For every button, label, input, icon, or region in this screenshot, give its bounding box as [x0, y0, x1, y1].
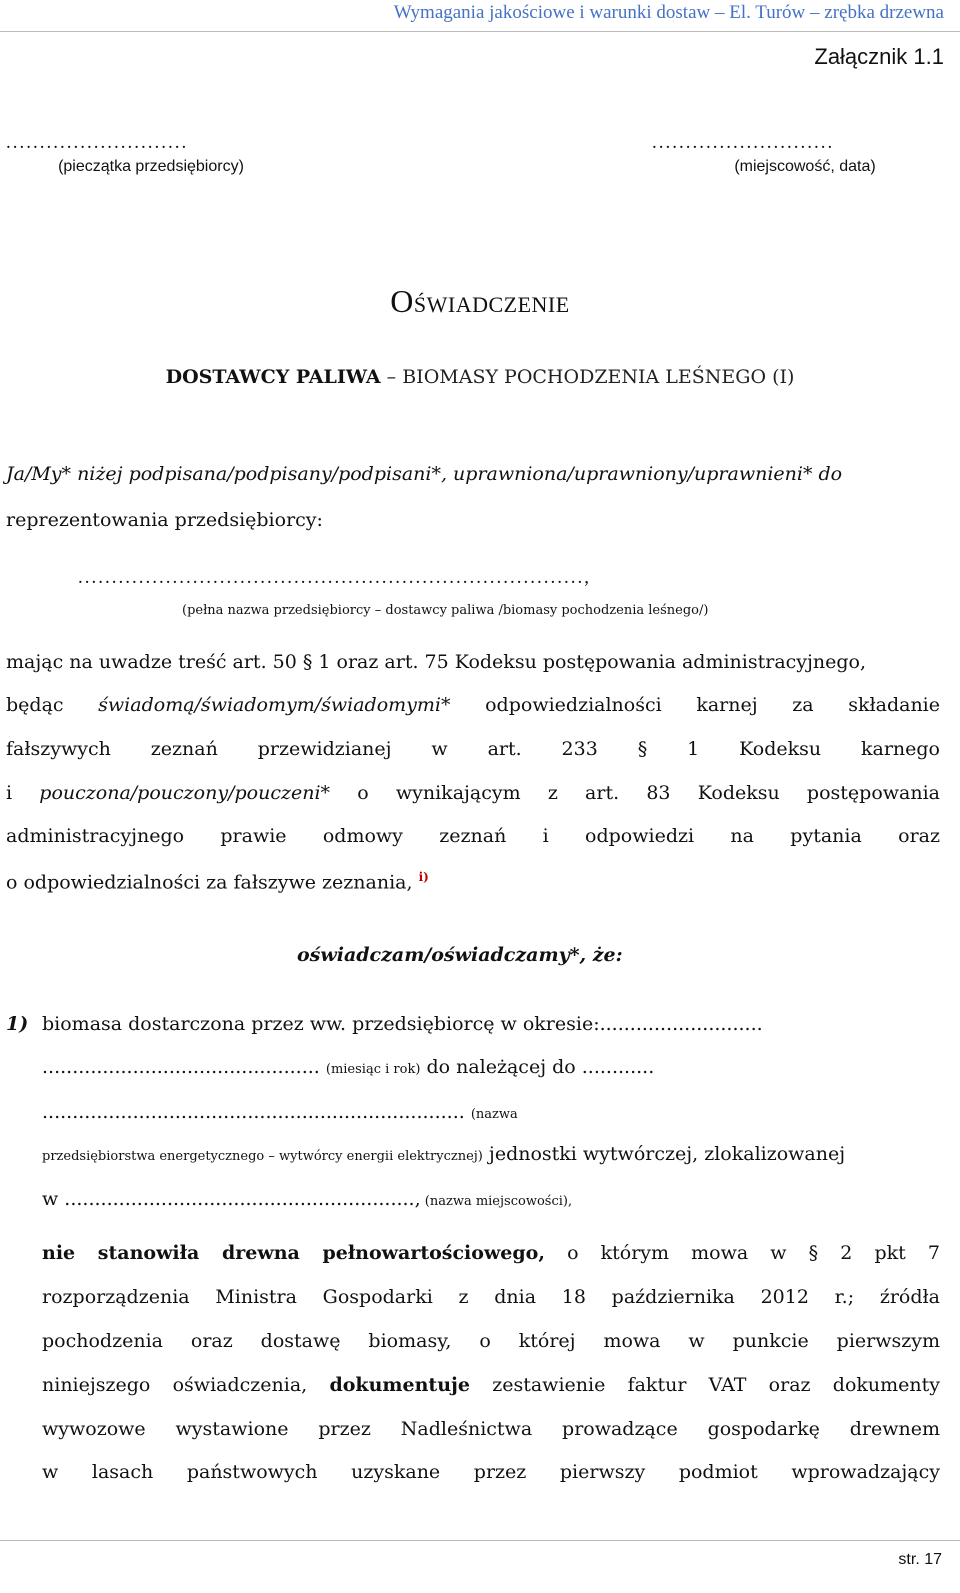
company-name-dots: ...................................................................... — [42, 1101, 465, 1123]
item1-line-1: biomasa dostarczona przez ww. przedsiębiorcę w okresie:........................... — [42, 1013, 763, 1035]
para-line-6 — [6, 870, 429, 893]
belongs-to-text: do należącej do ............ — [420, 1056, 655, 1078]
para-l4-c: o wynikającym z art. 83 Kodeksu postępowania — [330, 782, 940, 804]
footnote-marker: i) — [418, 870, 429, 884]
document-subtitle — [0, 366, 960, 388]
para-l4-a: i — [6, 782, 40, 804]
location-dots: w .........................................................., — [42, 1188, 421, 1210]
item1-p2-line-1 — [42, 1242, 940, 1264]
item1-p2-line-3: pochodzenia oraz dostawę biomasy, o której mowa w punkcie pierwszym — [42, 1330, 940, 1352]
para-line-4 — [6, 782, 940, 804]
attachment-label: Załącznik 1.1 — [814, 44, 944, 69]
company-caption: (pełna nazwa przedsiębiorcy – dostawcy paliwa /biomasy pochodzenia leśnego/) — [182, 603, 709, 618]
item1-line-3 — [42, 1101, 518, 1123]
p2-l4-c: zestawienie faktur VAT oraz dokumenty — [469, 1374, 941, 1396]
item1-p2-line-6: w lasach państwowych uzyskane przez pierwszy podmiot wprowadzający — [42, 1461, 940, 1483]
company-dots: ..........................................................................., — [78, 567, 591, 588]
para-line-1: mając na uwadze treść art. 50 § 1 oraz art. 75 Kodeksu postępowania administracyjnego, — [6, 651, 867, 673]
stamp-dots: ........................... — [6, 132, 189, 153]
place-date-dots: ........................... — [652, 132, 835, 153]
declaration-heading: oświadczam/oświadczamy*, że: — [297, 944, 623, 966]
item1-line-4 — [42, 1143, 845, 1165]
item1-p2-line-2: rozporządzenia Ministra Gospodarki z dnia 18 października 2012 r.; źródła — [42, 1286, 940, 1308]
unit-located-text: jednostki wytwórczej, zlokalizowanej — [482, 1143, 846, 1165]
intro-line-1: Ja/My* niżej podpisana/podpisany/podpisani*, uprawniona/uprawniony/uprawnieni* do — [6, 463, 843, 485]
p2-l1-rest: o którym mowa w § 2 pkt 7 — [544, 1242, 940, 1264]
item1-line-2 — [42, 1056, 654, 1078]
para-line-5: administracyjnego prawie odmowy zeznań i odpowiedzi na pytania oraz — [6, 825, 940, 847]
period-dots: .............................................. — [42, 1056, 320, 1078]
item1-number: 1) — [6, 1013, 29, 1035]
subtitle-rest: – BIOMASY POCHODZENIA LEŚNEGO (I) — [380, 366, 795, 388]
intro-line-2: reprezentowania przedsiębiorcy: — [6, 509, 323, 531]
running-header: Wymagania jakościowe i warunki dostaw – El. Turów – zrębka drzewna — [393, 2, 944, 23]
item1-p2-line-5: wywozowe wystawione przez Nadleśnictwa prowadzące gospodarkę drewnem — [42, 1418, 940, 1440]
place-date-caption: (miejscowość, data) — [734, 158, 876, 175]
para-l6-text: o odpowiedzialności za fałszywe zeznania, — [6, 871, 413, 894]
not-full-value-wood: nie stanowiła drewna pełnowartościowego, — [42, 1242, 545, 1264]
document-title: Oświadczenie — [390, 283, 570, 319]
documents-word: dokumentuje — [329, 1374, 470, 1396]
item1-p2-line-4 — [42, 1374, 940, 1396]
footer-divider — [0, 1540, 960, 1541]
para-l2-b: świadomą/świadomym/świadomymi* — [98, 694, 451, 716]
month-year-caption: (miesiąc i rok) — [325, 1062, 421, 1077]
page-number: str. 17 — [898, 1551, 942, 1568]
p2-l4-a: niniejszego oświadczenia, — [42, 1374, 330, 1396]
stamp-caption: (pieczątka przedsiębiorcy) — [58, 158, 244, 175]
company-name-caption: (nazwa — [470, 1107, 518, 1122]
subtitle-bold: DOSTAWCY PALIWA — [165, 366, 381, 388]
location-caption: (nazwa miejscowości), — [420, 1194, 573, 1209]
item1-line-5 — [42, 1188, 572, 1210]
header-divider — [0, 31, 960, 32]
para-l4-b: pouczona/pouczony/pouczeni* — [39, 782, 331, 804]
para-l2-c: odpowiedzialności karnej za składanie — [450, 694, 941, 716]
para-l2-a: będąc — [6, 694, 99, 716]
energy-company-caption: przedsiębiorstwa energetycznego – wytwórcy energii elektrycznej) — [42, 1149, 483, 1164]
para-line-3: fałszywych zeznań przewidzianej w art. 233 § 1 Kodeksu karnego — [6, 738, 940, 760]
para-line-2 — [6, 694, 940, 716]
